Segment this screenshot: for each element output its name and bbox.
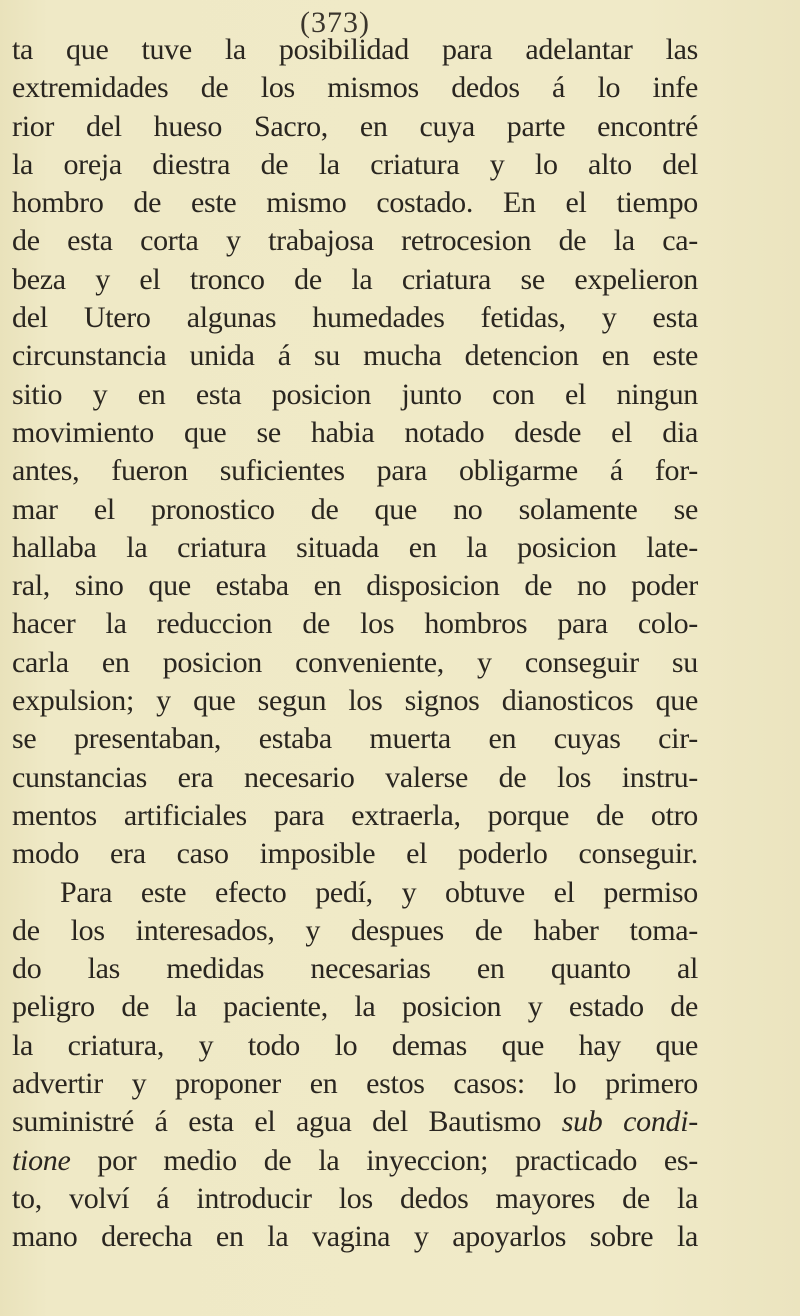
line-text: do las medidas necesarias en quanto al [12, 952, 698, 986]
line-text: carla en posicion conveniente, y conseguir su [12, 645, 698, 679]
text-line [12, 146, 698, 184]
line-text: ta que tuve la posibilidad para adelantar las [12, 33, 698, 66]
line-text: cunstancias era necesario valerse de los instru- [12, 760, 698, 794]
line-text: to, volví á introducir los dedos mayores de la [12, 1181, 698, 1215]
text-line [12, 874, 698, 912]
text-line [12, 797, 698, 835]
text-line [12, 491, 698, 529]
line-text: antes, fueron suficientes para obligarme á for- [12, 454, 698, 488]
page-number: (373) [300, 6, 370, 39]
text-line [12, 452, 698, 490]
line-text: advertir y proponer en estos casos: lo primero [12, 1067, 698, 1101]
text-line [12, 644, 698, 682]
line-text: suministré á esta el agua del Bautismo [12, 1105, 562, 1139]
text-line [12, 184, 698, 222]
text-line [12, 414, 698, 452]
text-line [12, 1218, 698, 1256]
line-text: beza y el tronco de la criatura se expelieron [12, 262, 698, 296]
text-line [12, 1103, 698, 1141]
line-text: hombro de este mismo costado. En el tiempo [12, 186, 698, 220]
line-text: mentos artificiales para extraerla, porque de otro [12, 798, 698, 832]
text-line [12, 108, 698, 146]
text-line [12, 605, 698, 643]
line-text: Para este efecto pedí, y obtuve el permiso [60, 875, 698, 909]
line-text: expulsion; y que segun los signos dianosticos que [12, 684, 698, 718]
line-text: circunstancia unida á su mucha detencion en este [12, 339, 698, 373]
line-text: mano derecha en la vagina y apoyarlos sobre la [12, 1220, 698, 1254]
text-line [12, 912, 698, 950]
text-line [12, 835, 698, 873]
line-text: hallaba la criatura situada en la posicion late- [12, 530, 698, 564]
text-line [12, 1027, 698, 1065]
text-line [12, 682, 698, 720]
text-line [12, 1065, 698, 1103]
line-text: ral, sino que estaba en disposicion de no poder [12, 569, 698, 603]
text-line [12, 567, 698, 605]
line-text: hacer la reduccion de los hombros para colo- [12, 607, 698, 641]
line-text: la oreja diestra de la criatura y lo alto del [12, 147, 698, 181]
text-line [12, 222, 698, 260]
text-line [12, 376, 698, 414]
line-text: la criatura, y todo lo demas que hay que [12, 1028, 698, 1062]
text-line [12, 1142, 698, 1180]
text-line [12, 720, 698, 758]
text-line [12, 69, 698, 107]
italic-text: tione [12, 1143, 71, 1177]
text-line [12, 950, 698, 988]
line-text: se presentaban, estaba muerta en cuyas cir- [12, 722, 698, 756]
text-line [12, 759, 698, 797]
body-text [12, 31, 698, 1257]
line-text: peligro de la paciente, la posicion y estado de [12, 990, 698, 1024]
text-line [12, 299, 698, 337]
text-line [12, 337, 698, 375]
text-line [12, 1180, 698, 1218]
line-text: extremidades de los mismos dedos á lo infe [12, 71, 698, 105]
line-text: del Utero algunas humedades fetidas, y esta [12, 301, 698, 335]
line-text: rior del hueso Sacro, en cuya parte encontré [12, 109, 698, 143]
text-line [12, 31, 698, 69]
italic-text: sub condi- [561, 1105, 698, 1139]
line-text: por medio de la inyeccion; practicado es- [70, 1143, 698, 1177]
line-text: mar el pronostico de que no solamente se [12, 492, 698, 526]
text-line [12, 261, 698, 299]
line-text: modo era caso imposible el poderlo conseguir. [12, 837, 698, 871]
line-text: sitio y en esta posicion junto con el ningun [12, 377, 698, 411]
text-line [12, 988, 698, 1026]
text-line [12, 529, 698, 567]
line-text: de los interesados, y despues de haber toma- [12, 913, 698, 947]
line-text: movimiento que se habia notado desde el dia [12, 415, 698, 449]
line-text: de esta corta y trabajosa retrocesion de la ca- [12, 224, 698, 258]
